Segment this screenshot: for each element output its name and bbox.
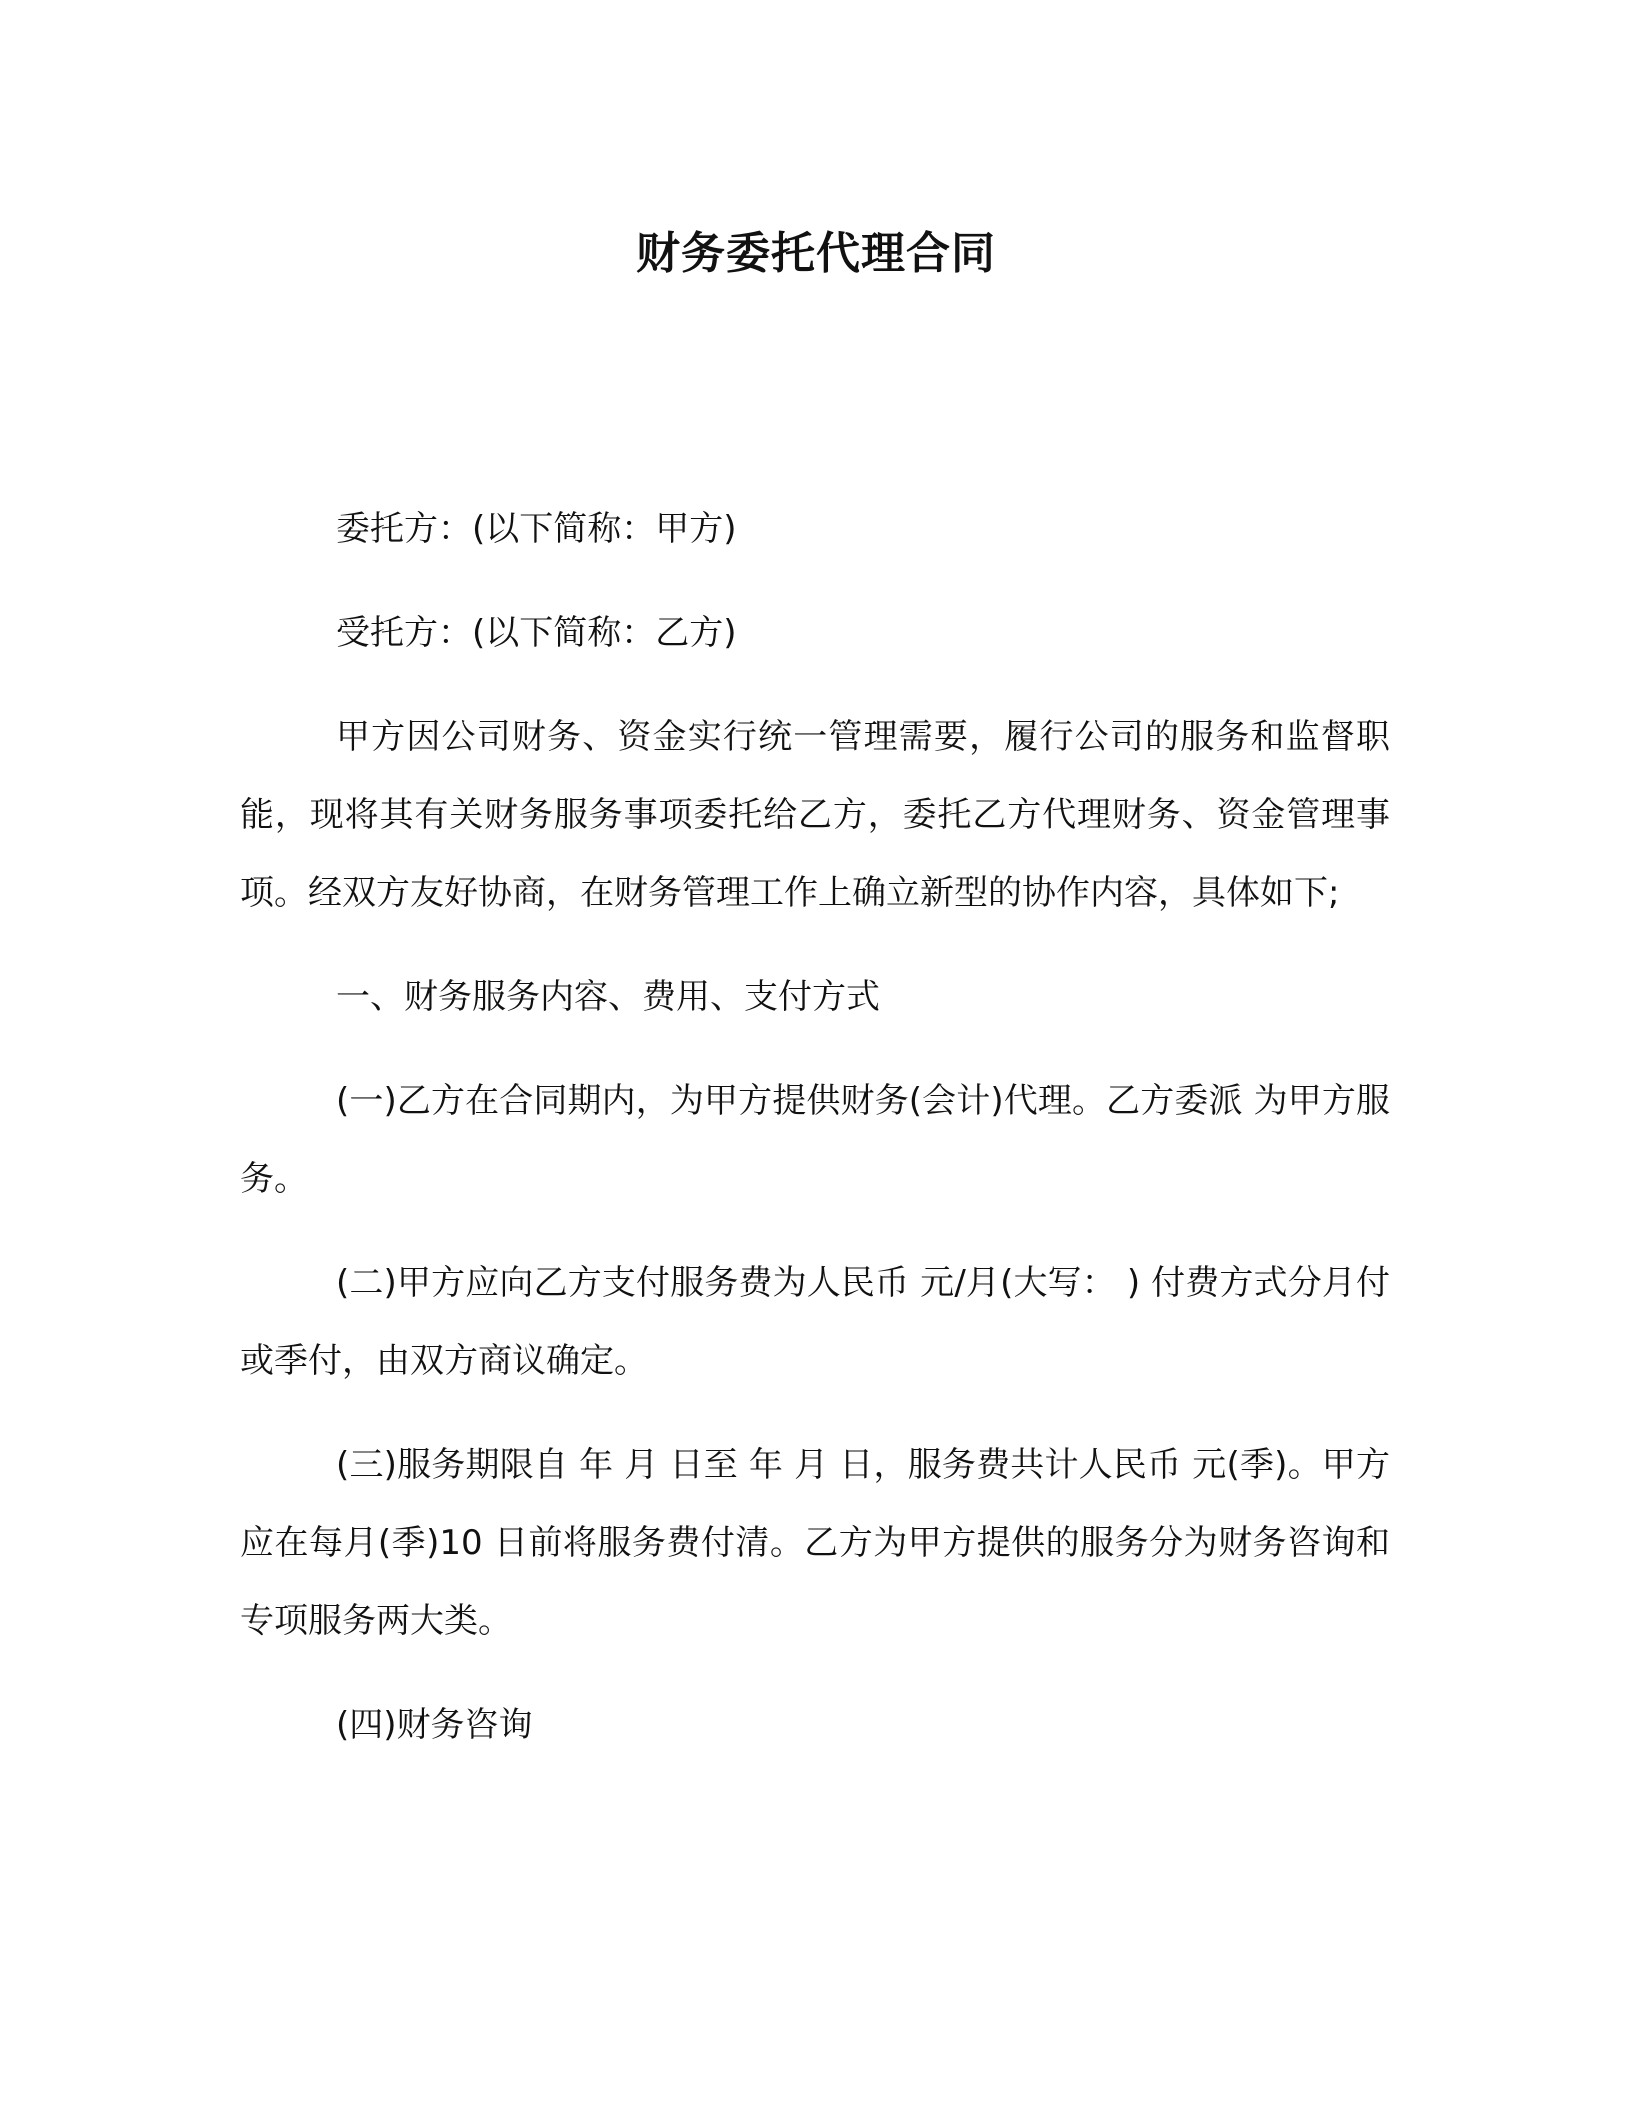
document-title: 财务委托代理合同 [636, 228, 996, 279]
paragraph-principal: 委托方：(以下简称：甲方) [336, 509, 737, 549]
paragraph-agent: 受托方：(以下简称：乙方) [336, 613, 737, 653]
paragraph-preamble: 甲方因公司财务、资金实行统一管理需要，履行公司的服务和监督职能，现将其有关财务服务事项委托给乙方，委托乙方代理财务、资金管理事项。经双方友好协商，在财务管理工作上确立新型的协作内容，具体如下; [240, 717, 1390, 913]
section-heading-1: 一、财务服务内容、费用、支付方式 [336, 977, 880, 1017]
clause-4: (四)财务咨询 [336, 1705, 533, 1745]
clause-2: (二)甲方应向乙方支付服务费为人民币 元/月(大写： ) 付费方式分月付或季付，由双方商议确定。 [240, 1263, 1390, 1381]
document-body [240, 490, 1390, 1790]
clause-1: (一)乙方在合同期内，为甲方提供财务(会计)代理。乙方委派 为甲方服务。 [240, 1081, 1390, 1199]
clause-3: (三)服务期限自 年 月 日至 年 月 日，服务费共计人民币 元(季)。甲方应在每月(季)10 日前将服务费付清。乙方为甲方提供的服务分为财务咨询和专项服务两大类。 [240, 1445, 1390, 1641]
